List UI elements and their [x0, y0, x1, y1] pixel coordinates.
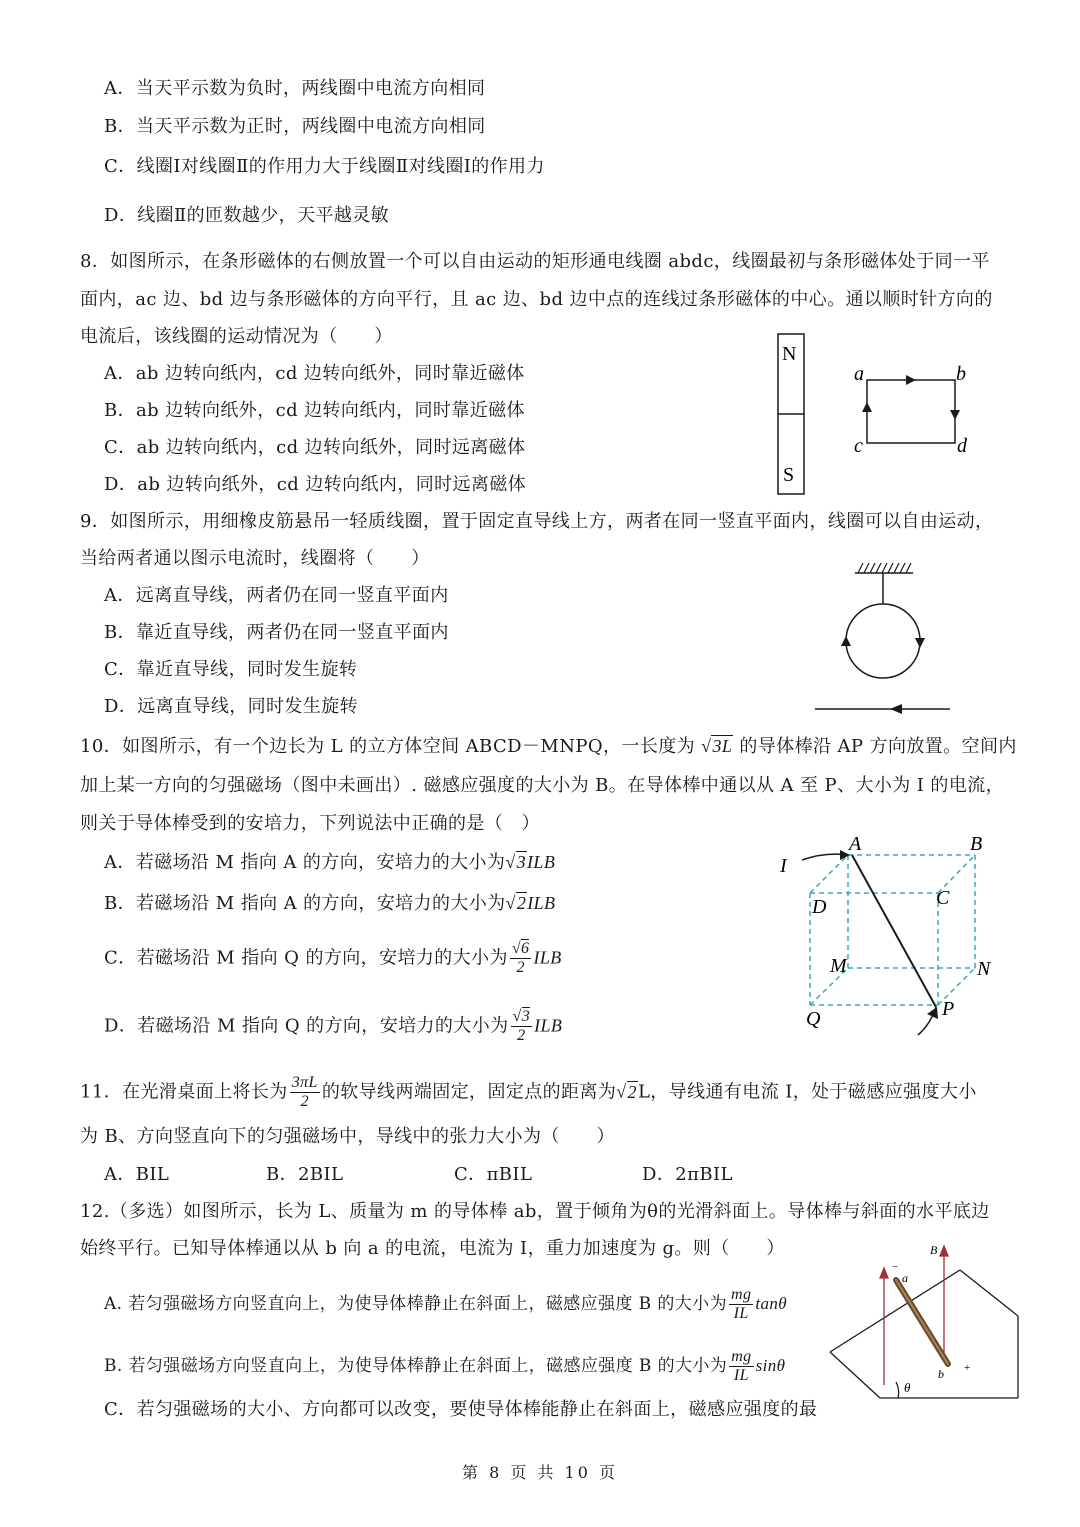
q10-option-a-radicand: 3 — [516, 852, 527, 872]
q12-option-b-text: B. 若匀强磁场方向竖直向上，为使导体棒静止在斜面上，磁感应强度 B 的大小为 — [104, 1356, 728, 1376]
cube-label-a: A — [849, 833, 862, 855]
q10-option-c-numerator: 6 — [521, 940, 530, 957]
q10-option-b-radicand: 2 — [516, 893, 527, 913]
q12-figure — [830, 1240, 1030, 1400]
coil-label-a: a — [854, 363, 864, 385]
coil-arrow-right — [915, 638, 925, 648]
q12-option-a-tail: tanθ — [755, 1294, 788, 1313]
q12-option-a — [104, 1286, 787, 1323]
q12-option-b — [104, 1348, 785, 1385]
q11-option-c: C．πBIL — [454, 1164, 533, 1185]
page-footer: 第 8 页 共 10 页 — [462, 1463, 618, 1482]
rod-label-b: b — [938, 1367, 944, 1381]
q10-stem-text-b: 的导体棒沿 AP 方向放置。空间内 — [739, 736, 1017, 757]
q11-fraction-numerator: 3πL — [291, 1074, 318, 1091]
q8-stem-line-2: 面内，ac 边、bd 边与条形磁体的方向平行，且 ac 边、bd 边中点的连线过条形磁体的中心。通以顺时针方向的 — [80, 289, 993, 310]
q11-length-fraction — [290, 1074, 320, 1111]
q10-option-d-fraction: $\frac{√3}{2}$ — [512, 1008, 531, 1044]
q9-stem-line-2: 当给两者通以图示电流时，线圈将（ ） — [80, 548, 430, 569]
q10-option-c-tail: ILB — [533, 947, 562, 968]
q8-stem-line-1: 8．如图所示，在条形磁体的右侧放置一个可以自由运动的矩形通电线圈 abdc，线圈最初与条形磁体处于同一平 — [80, 251, 990, 272]
magnet-south-label: S — [783, 464, 795, 486]
q11-option-d: D．2πBIL — [642, 1164, 733, 1185]
light-coil — [846, 604, 920, 678]
rod-label-a: a — [902, 1271, 908, 1285]
q9-option-b: B．靠近直导线，两者仍在同一竖直平面内 — [104, 622, 449, 643]
q9-option-a: A．远离直导线，两者仍在同一竖直平面内 — [104, 585, 449, 606]
field-label-b: B — [930, 1243, 938, 1257]
q12-stem-line-1: 12.（多选）如图所示，长为 L、质量为 m 的导体棒 ab，置于倾角为θ的光滑斜面上。导体棒与斜面的水平底边 — [80, 1201, 990, 1222]
q12-option-b-denominator: IL — [733, 1367, 749, 1384]
q7-option-a: A．当天平示数为负时，两线圈中电流方向相同 — [104, 78, 486, 99]
q11-stem-text-a: 11．在光滑桌面上将长为 — [80, 1081, 288, 1103]
q9-option-c: C．靠近直导线，同时发生旋转 — [104, 659, 358, 680]
q12-option-a-text: A. 若匀强磁场方向竖直向上，为使导体棒静止在斜面上，磁感应强度 B 的大小为 — [104, 1294, 727, 1314]
incline-wedge — [830, 1270, 1018, 1398]
q12-option-a-fraction — [729, 1286, 753, 1323]
q12-option-a-numerator: mg — [730, 1286, 752, 1303]
q10-option-d-text: D．若磁场沿 M 指向 Q 的方向，安培力的大小为 — [104, 1015, 509, 1037]
cube-label-i: I — [780, 855, 787, 877]
rectangular-coil — [854, 363, 968, 457]
q7-option-c: C．线圈Ⅰ对线圈Ⅱ的作用力大于线圈Ⅱ对线圈Ⅰ的作用力 — [104, 156, 545, 177]
cube-label-p: P — [942, 998, 955, 1020]
coil-label-b: b — [956, 363, 966, 385]
q10-option-a — [104, 849, 555, 876]
cube-label-q: Q — [806, 1008, 821, 1030]
cube-label-b: B — [970, 833, 983, 855]
q10-option-a-tail: ILB — [527, 852, 556, 872]
q10-option-c-fraction: $\frac{√6}{2}$ — [511, 940, 530, 976]
q12-option-b-fraction — [729, 1348, 753, 1385]
coil-label-d: d — [957, 435, 967, 457]
q8-option-a: A．ab 边转向纸内，cd 边转向纸外，同时靠近磁体 — [104, 363, 525, 384]
q11-stem-line-1 — [80, 1074, 977, 1111]
q10-option-a-text: A．若磁场沿 M 指向 A 的方向，安培力的大小为 — [104, 852, 506, 873]
rod-label-plus: + — [964, 1362, 971, 1374]
q10-sqrt-3L: √3L — [701, 736, 733, 756]
coil-arrow-top — [906, 375, 916, 385]
q8-figure — [770, 330, 990, 500]
ceiling-support — [855, 563, 913, 573]
q10-option-b-tail: ILB — [527, 893, 556, 913]
cube-label-d: D — [812, 896, 827, 918]
q10-stem-line-2: 加上某一方向的匀强磁场（图中未画出）. 磁感应强度的大小为 B。在导体棒中通以从 A 至 P、大小为 I 的电流， — [80, 775, 1005, 796]
cube-label-m: M — [830, 955, 847, 977]
q10-option-b-sqrt: √2 — [505, 893, 527, 913]
q11-stem-text-b: 的软导线两端固定，固定点的距离为 — [321, 1081, 617, 1103]
q7-option-b: B．当天平示数为正时，两线圈中电流方向相同 — [104, 116, 486, 137]
q12-option-b-tail: sinθ — [755, 1356, 786, 1375]
q8-option-c: C．ab 边转向纸内，cd 边转向纸外，同时远离磁体 — [104, 437, 526, 458]
q9-stem-line-1: 9．如图所示，用细橡皮筋悬吊一轻质线圈，置于固定直导线上方，两者在同一竖直平面内，线圈可以自由运动， — [80, 511, 994, 532]
q11-stem-text-c: L，导线通有电流 I，处于磁感应强度大小 — [637, 1081, 977, 1103]
rod-label-minus: − — [892, 1261, 899, 1273]
q12-stem-line-2: 始终平行。已知导体棒通以从 b 向 a 的电流，电流为 I，重力加速度为 g。则（ ） — [80, 1238, 785, 1259]
q12-option-c: C．若匀强磁场的大小、方向都可以改变，要使导体棒能静止在斜面上，磁感应强度的最 — [104, 1399, 818, 1420]
coil-arrow-left — [862, 402, 872, 412]
q11-option-a: A．BIL — [104, 1164, 170, 1185]
q10-option-d — [104, 1008, 562, 1045]
q10-option-c-text: C．若磁场沿 M 指向 Q 的方向，安培力的大小为 — [104, 947, 508, 969]
q10-stem-line-3: 则关于导体棒受到的安培力，下列说法中正确的是（ ） — [80, 813, 540, 834]
q9-figure — [810, 560, 960, 720]
coil-label-c: c — [854, 435, 863, 457]
q11-sqrt-radicand: 2 — [627, 1081, 637, 1102]
bar-magnet — [778, 334, 804, 494]
q11-sqrt-2: √2 — [616, 1081, 637, 1102]
cube-label-c: C — [936, 887, 950, 909]
q10-stem-text-a: 10．如图所示，有一个边长为 L 的立方体空间 ABCD－MNPQ，一长度为 — [80, 736, 696, 757]
q10-sqrt-radicand: 3L — [712, 736, 733, 756]
q12-option-b-numerator: mg — [731, 1348, 752, 1365]
magnet-north-label: N — [782, 343, 797, 365]
q10-option-c — [104, 940, 562, 977]
q10-option-d-tail: ILB — [534, 1015, 563, 1036]
q11-fraction-denominator: 2 — [300, 1093, 309, 1110]
magnetic-field-lines — [880, 1246, 948, 1385]
q10-option-b-text: B．若磁场沿 M 指向 A 的方向，安培力的大小为 — [104, 893, 506, 914]
wire-current-arrow — [890, 704, 902, 714]
q8-option-b: B．ab 边转向纸外，cd 边转向纸内，同时靠近磁体 — [104, 400, 525, 421]
coil-arrow-right — [950, 410, 960, 420]
q10-figure — [770, 830, 1000, 1040]
q8-stem-line-3: 电流后，该线圈的运动情况为（ ） — [80, 326, 393, 347]
q7-option-d: D．线圈Ⅱ的匝数越少，天平越灵敏 — [104, 205, 390, 226]
coil-arrow-left — [841, 636, 851, 646]
cube-label-n: N — [977, 958, 991, 980]
q11-stem-line-2: 为 B、方向竖直向下的匀强磁场中，导线中的张力大小为（ ） — [80, 1126, 615, 1147]
q10-option-b — [104, 890, 555, 917]
angle-label-theta: θ — [904, 1380, 911, 1395]
q10-option-d-denominator: 2 — [517, 1027, 526, 1044]
q12-option-a-denominator: IL — [733, 1305, 749, 1322]
q8-option-d: D．ab 边转向纸外，cd 边转向纸内，同时远离磁体 — [104, 474, 527, 495]
q10-option-c-denominator: 2 — [516, 959, 525, 976]
q11-option-b: B．2BIL — [266, 1164, 344, 1185]
q9-option-d: D．远离直导线，同时发生旋转 — [104, 696, 359, 717]
q10-option-d-numerator: 3 — [521, 1008, 531, 1025]
q10-option-a-sqrt: √3 — [505, 852, 527, 872]
q10-stem-line-1 — [80, 733, 1017, 760]
conductor-rod-ap — [852, 855, 936, 1007]
